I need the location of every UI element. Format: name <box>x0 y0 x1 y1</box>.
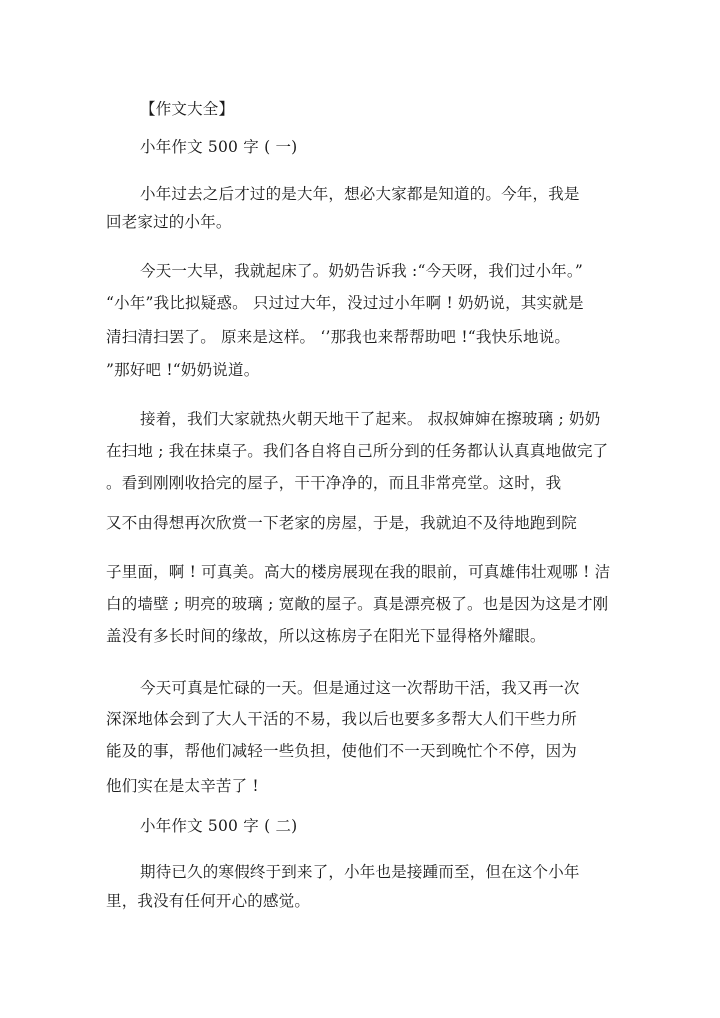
essay-2-p1-line-1: 期待已久的寒假终于到来了，小年也是接踵而至，但在这个小年 <box>140 863 580 881</box>
document-header: 【作文大全】 <box>140 100 235 118</box>
essay-1-p2-line-2: “小年”我比拟疑惑。 只过过大年，没过过小年啊 ! 奶奶说，其实就是 <box>106 294 584 312</box>
essay-1-p3-line-1: 接着，我们大家就热火朝天地干了起来。 叔叔婶婶在擦玻璃 ; 奶奶 <box>140 410 601 428</box>
essay-1-p6-line-2: 深深地体会到了大人干活的不易，我以后也要多多帮大人们干些力所 <box>106 710 578 728</box>
essay-1-p5-line-1: 子里面，啊 ! 可真美。高大的楼房展现在我的眼前，可真雄伟壮观哪 ! 洁 <box>106 563 611 581</box>
essay-1-p5-line-2: 白的墙壁 ; 明亮的玻璃 ; 宽敞的屋子。真是漂亮极了。也是因为这是才刚 <box>106 595 609 613</box>
essay-1-p1-line-1: 小年过去之后才过的是大年，想必大家都是知道的。今年，我是 <box>140 185 580 203</box>
essay-1-p4-line-1: 又不由得想再次欣赏一下老家的房屋，于是，我就迫不及待地跑到院 <box>106 514 578 532</box>
essay-1-p3-line-3: 。看到刚刚收拾完的屋子，干干净净的，而且非常亮堂。这时，我 <box>106 474 562 492</box>
essay-1-p6-line-3: 能及的事，帮他们减轻一些负担，使他们不一天到晚忙个不停，因为 <box>106 742 578 760</box>
essay-2-title: 小年作文 500 字 ( 二) <box>140 817 298 835</box>
essay-1-p3-line-2: 在扫地 ; 我在抹桌子。我们各自将自己所分到的任务都认认真真地做完了 <box>106 442 609 460</box>
essay-1-p2-line-3: 清扫清扫罢了。 原来是这样。 ‘’那我也来帮帮助吧 !“我快乐地说。 <box>106 328 571 346</box>
essay-1-p6-line-1: 今天可真是忙碌的一天。但是通过这一次帮助干活，我又再一次 <box>140 679 580 697</box>
essay-2-p1-line-2: 里，我没有任何开心的感觉。 <box>106 892 311 910</box>
essay-1-p2-line-1: 今天一大早，我就起床了。奶奶告诉我 :“今天呀，我们过小年。” <box>140 262 583 280</box>
essay-1-p5-line-3: 盖没有多长时间的缘故，所以这栋房子在阳光下显得格外耀眼。 <box>106 627 546 645</box>
essay-1-p2-line-4: ”那好吧 !“奶奶说道。 <box>106 361 260 379</box>
essay-1-p1-line-2: 回老家过的小年。 <box>106 213 232 231</box>
essay-1-p6-line-4: 他们实在是太辛苦了 ! <box>106 777 259 795</box>
essay-1-title: 小年作文 500 字 ( 一) <box>140 138 298 156</box>
